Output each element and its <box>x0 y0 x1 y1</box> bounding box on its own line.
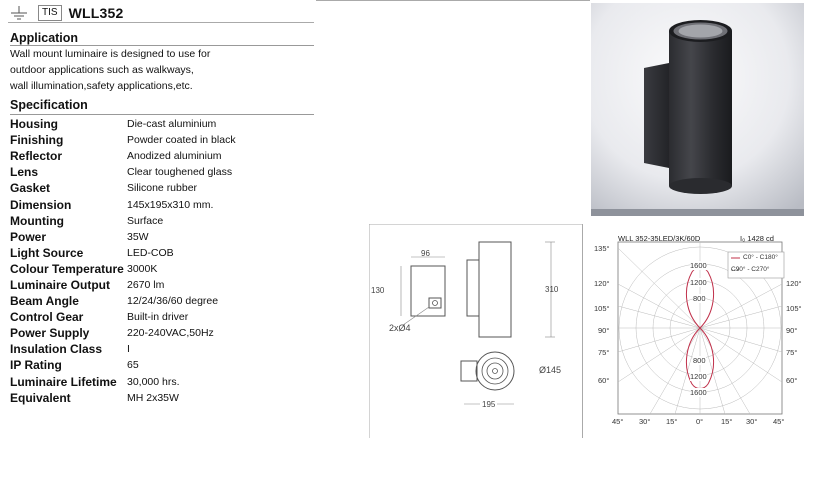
peak-intensity-label: I₀ 1428 cd <box>740 234 774 243</box>
spec-key: Colour Temperature <box>10 261 124 276</box>
spec-key: Light Source <box>10 245 84 260</box>
earth-ground-icon <box>8 5 30 21</box>
spec-value: Powder coated in black <box>127 134 236 147</box>
angle-label: 60° <box>598 376 610 385</box>
spec-row <box>10 213 236 229</box>
header-divider <box>8 22 314 23</box>
photometric-title: WLL 352-35LED/3K/60D <box>618 234 701 243</box>
spec-row <box>10 116 236 132</box>
application-line: outdoor applications such as walkways, <box>10 64 194 76</box>
spec-value: 2670 lm <box>127 278 165 291</box>
ring-label: 1600 <box>690 388 707 397</box>
spec-key: Housing <box>10 117 58 132</box>
spec-row <box>10 261 236 277</box>
angle-label: 105° <box>786 304 802 313</box>
dimension-bracket-label: 130 <box>371 286 385 295</box>
spec-key: Beam Angle <box>10 294 79 309</box>
spec-value: 12/24/36/60 degree <box>127 295 219 308</box>
dimension-height-label: 310 <box>545 285 559 294</box>
dimension-diameter-label: Ø145 <box>539 365 562 375</box>
spec-row <box>10 132 236 148</box>
spec-key: Luminaire Output <box>10 277 110 292</box>
spec-value: LED-COB <box>127 246 174 259</box>
tis-badge: TIS <box>38 5 62 21</box>
spec-value: 220-240VAC,50Hz <box>127 327 214 340</box>
header <box>8 3 123 23</box>
spec-value: Built-in driver <box>127 311 189 324</box>
dimension-holes-label: 2xØ4 <box>389 323 411 333</box>
spec-key: Power <box>10 229 47 244</box>
angle-label: 60° <box>786 376 798 385</box>
spec-value: I <box>127 343 130 356</box>
spec-row <box>10 245 236 261</box>
spec-key: Reflector <box>10 149 63 164</box>
spec-value: Surface <box>127 214 164 227</box>
spec-value: Anodized aluminium <box>127 150 222 163</box>
spec-row <box>10 325 236 341</box>
application-heading: Application <box>10 31 79 45</box>
spec-row <box>10 309 236 325</box>
ring-label: 1600 <box>690 261 707 270</box>
spec-value: Die-cast aluminium <box>127 118 217 131</box>
bottom-angle-label: 30° <box>639 417 651 426</box>
spec-row <box>10 196 236 212</box>
spec-key: Luminaire Lifetime <box>10 374 117 389</box>
spec-key: Insulation Class <box>10 342 103 357</box>
spec-key: Equivalent <box>10 390 71 405</box>
angle-label: 105° <box>594 304 610 313</box>
angle-label: 120° <box>594 279 610 288</box>
spec-row <box>10 341 236 357</box>
legend-c90: C90° - C270° <box>731 266 770 273</box>
spec-key: IP Rating <box>10 358 62 373</box>
spec-key: Finishing <box>10 133 64 148</box>
spec-value: 30,000 hrs. <box>127 375 180 388</box>
ring-label: 1200 <box>690 372 707 381</box>
spec-key: Power Supply <box>10 326 90 341</box>
bottom-angle-label: 15° <box>666 417 678 426</box>
legend-c0: C0° - C180° <box>743 254 778 261</box>
spec-row <box>10 277 236 293</box>
product-photo <box>591 3 804 216</box>
spec-key: Control Gear <box>10 310 84 325</box>
bottom-angle-label: 0° <box>696 417 704 426</box>
spec-row <box>10 390 236 406</box>
dimension-width-label: 96 <box>421 249 430 258</box>
spec-value: MH 2x35W <box>127 391 179 404</box>
spec-row <box>10 180 236 196</box>
angle-label: 90° <box>786 326 798 335</box>
spec-row <box>10 229 236 245</box>
spec-key: Mounting <box>10 213 64 228</box>
spec-value: Clear toughened glass <box>127 166 233 179</box>
dimension-depth-label: 195 <box>482 400 496 409</box>
spec-value: 65 <box>127 359 139 372</box>
bottom-angle-label: 30° <box>746 417 758 426</box>
spec-key: Lens <box>10 165 39 180</box>
spec-key: Gasket <box>10 181 51 196</box>
angle-label: 75° <box>786 348 798 357</box>
spec-row <box>10 148 236 164</box>
bottom-angle-label: 45° <box>612 417 624 426</box>
header-divider-right <box>316 0 590 1</box>
specification-table <box>10 116 236 406</box>
angle-label: 120° <box>786 279 802 288</box>
bottom-angle-label: 15° <box>721 417 733 426</box>
bottom-angle-label: 45° <box>773 417 785 426</box>
application-line: Wall mount luminaire is designed to use for <box>10 48 211 60</box>
photometric-diagram <box>590 226 812 438</box>
ring-label: 1200 <box>690 278 707 287</box>
spec-key: Dimension <box>10 197 72 212</box>
dimension-drawing <box>369 224 583 438</box>
spec-value: 145x195x310 mm. <box>127 198 214 211</box>
spec-row <box>10 164 236 180</box>
specification-heading: Specification <box>10 98 88 112</box>
spec-row <box>10 293 236 309</box>
angle-label: 75° <box>598 348 610 357</box>
application-description <box>10 46 240 94</box>
spec-row <box>10 374 236 390</box>
spec-value: 3000K <box>127 262 158 275</box>
specification-divider <box>10 114 314 115</box>
ring-label: 800 <box>693 356 706 365</box>
spec-row <box>10 357 236 373</box>
angle-label: 135° <box>594 244 610 253</box>
spec-value: 35W <box>127 230 149 243</box>
application-line: wall illumination,safety applications,etc. <box>10 80 193 92</box>
ring-label: 800 <box>693 294 706 303</box>
angle-label: 90° <box>598 326 610 335</box>
model-title: WLL352 <box>68 5 124 21</box>
spec-value: Silicone rubber <box>127 182 198 195</box>
